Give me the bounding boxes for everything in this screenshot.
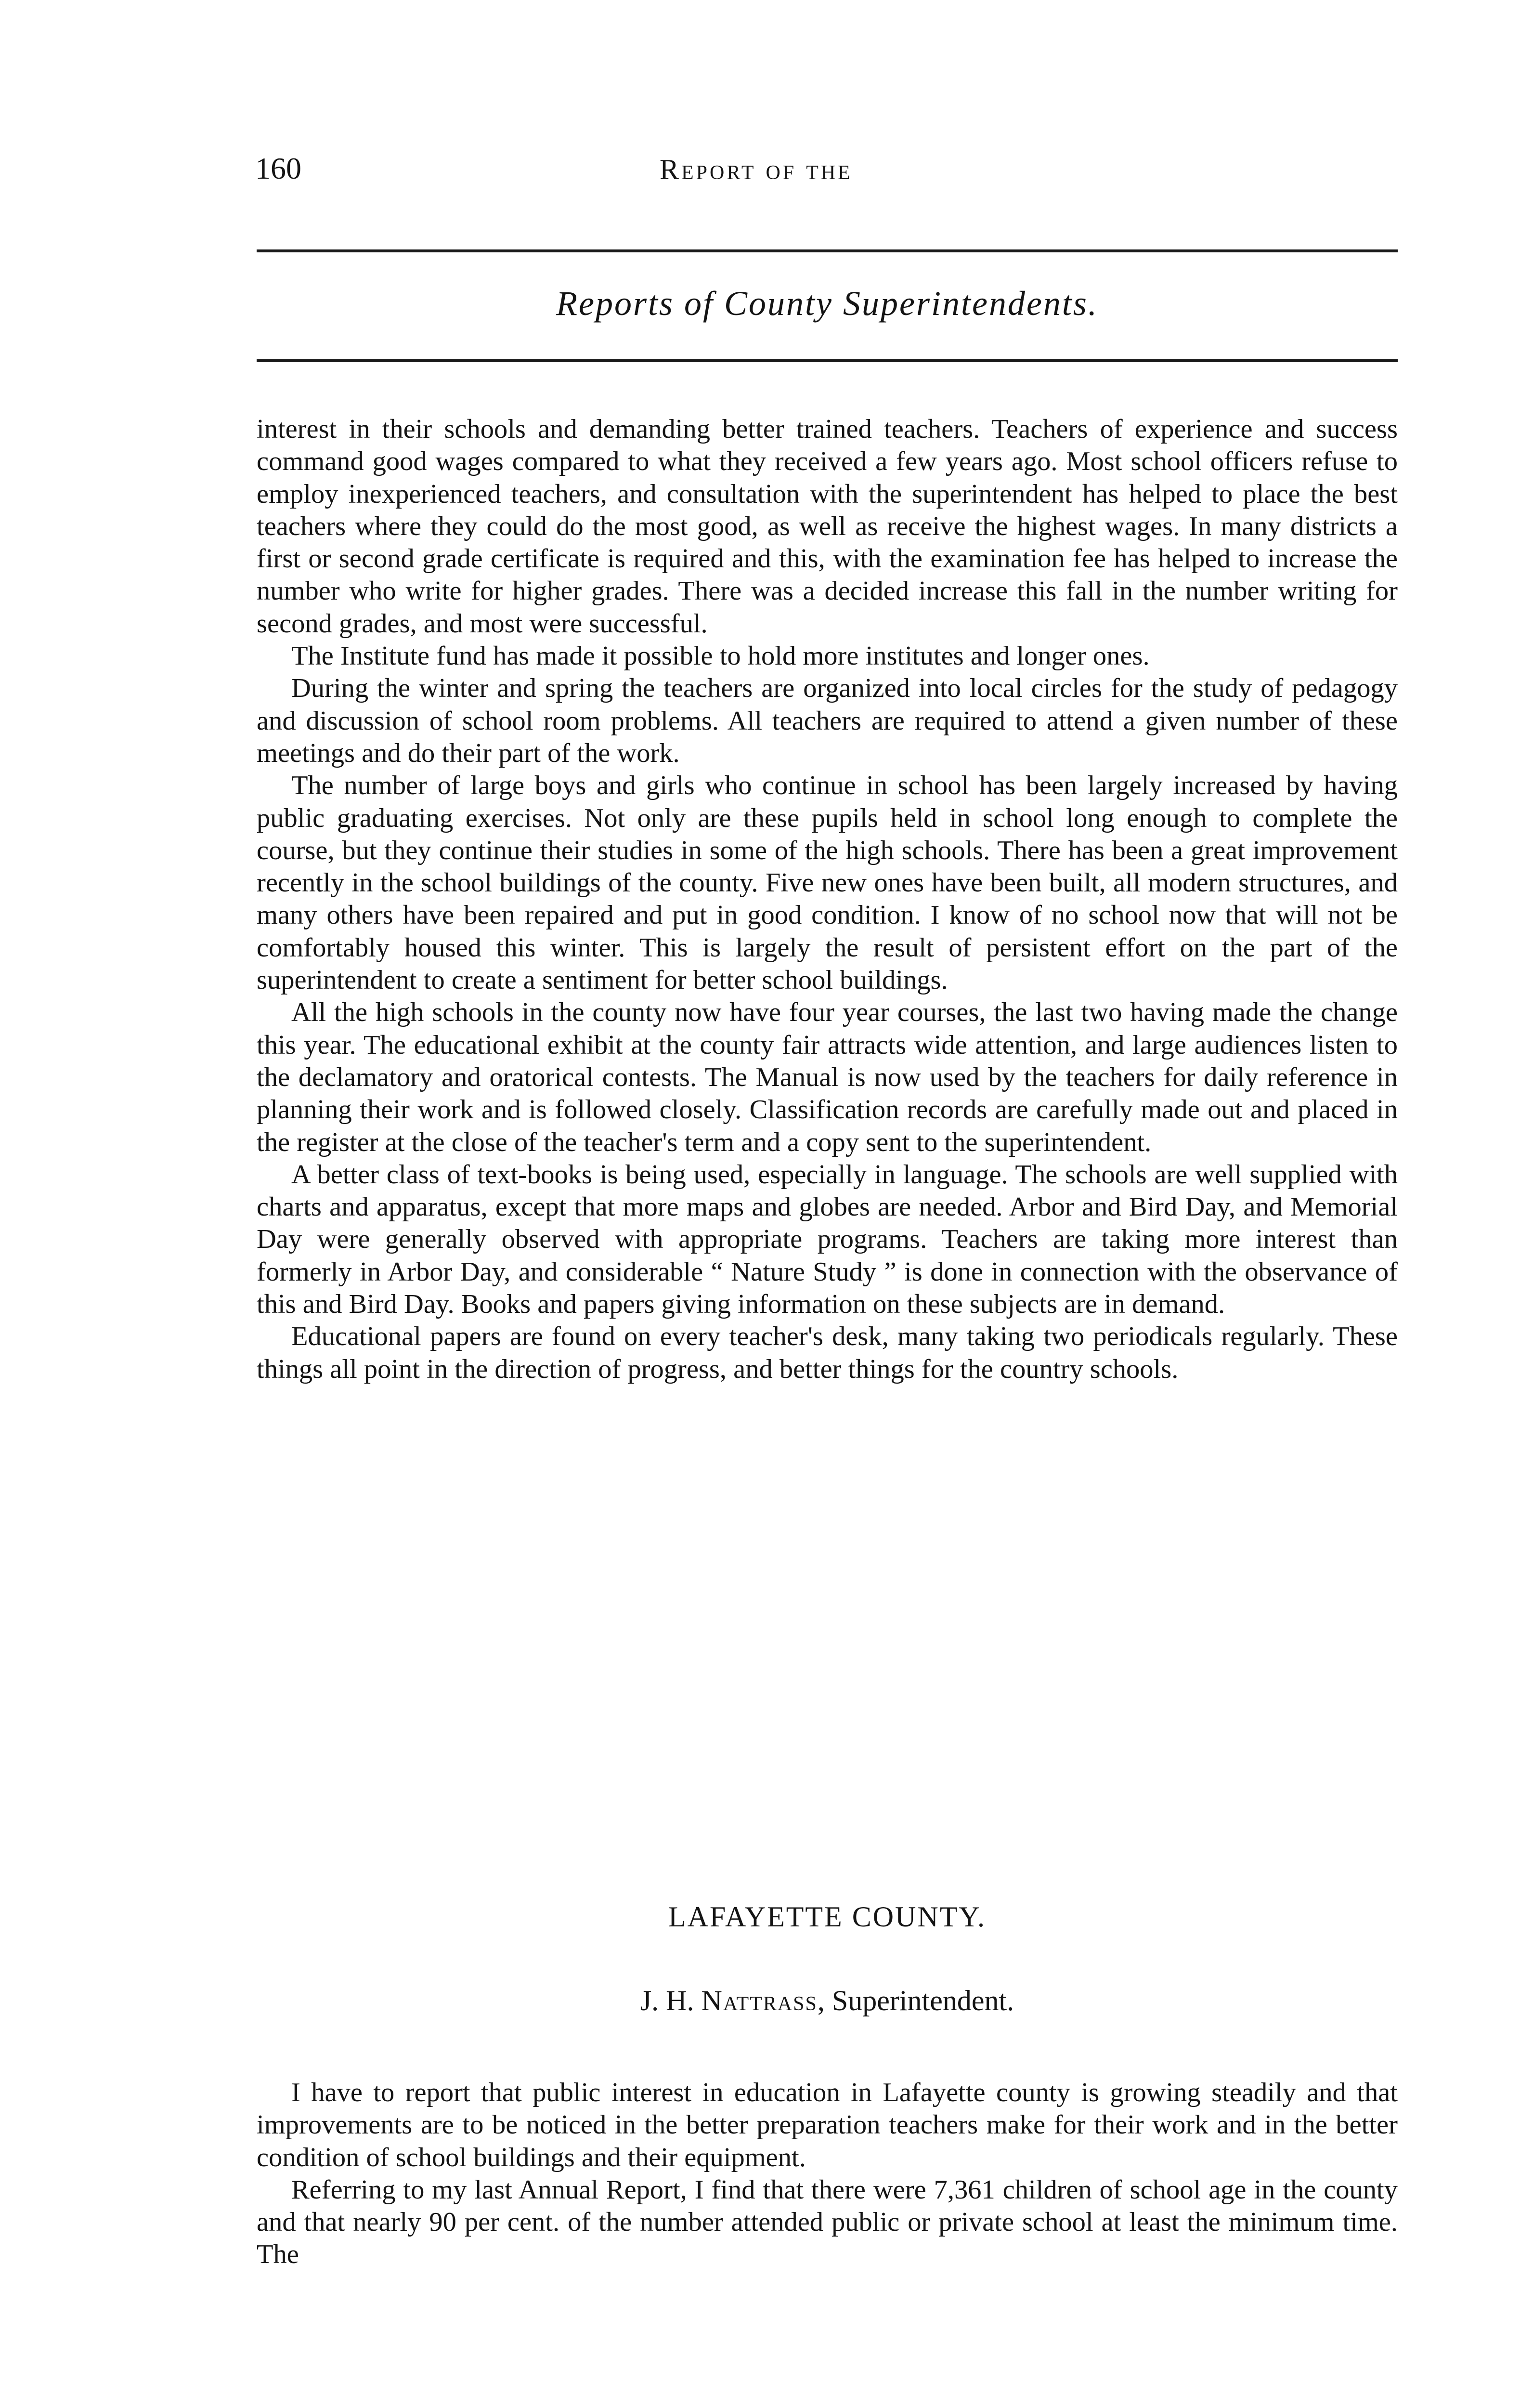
superintendent-surname: Nattrass [701,1985,818,2016]
paragraph: All the high schools in the county now have four year courses, the last two having made the change this year. The educational exhibit at the county fair attracts wide attention, and large audiences listen to the declamatory and oratorical contests. The Manual is now used by the teachers for daily reference in planning their work and is followed closely. Classification records are carefully made out and placed in the register at the close of the teacher's term and a copy sent to the superintendent. [257,997,1398,1157]
bottom-rule [257,359,1398,362]
paragraph: Educational papers are found on every teacher's desk, many taking two periodicals regularly. These things all point in the direction of progress, and better things for the country schools. [257,1322,1398,1384]
superintendent-role: , Superintendent. [817,1985,1014,2016]
paragraph: The number of large boys and girls who continue in school has been largely increased by having public graduating exercises. Not only are these pupils held in school long enough to complete the course, but they continue their studies in some of the high schools. There has been a great improvement recently in the school buildings of the county. Five new ones have been built, all modern structures, and many others have been repaired and put in good condition. I know of no school now that will not be comfortably housed this winter. This is largely the result of persistent effort on the part of the superintendent to create a sentiment for better school buildings. [257,771,1398,995]
paragraph: During the winter and spring the teachers are organized into local circles for the study of pedagogy and discussion of school room problems. All teachers are required to attend a given number of these meetings and do their part of the work. [257,673,1398,768]
top-rule [257,249,1398,252]
continued-report-text [257,413,1398,1386]
superintendent-initials: J. H. [640,1985,702,2016]
page-number: 160 [255,151,301,185]
superintendent-line [257,1986,1398,2015]
paragraph: interest in their schools and demanding better trained teachers. Teachers of experience and success command good wages compared to what they received a few years ago. Most school officers refuse to employ inexperienced teachers, and consultation with the superintendent has helped to place the best teachers where they could do the most good, as well as receive the highest wages. In many districts a first or second grade certificate is required and this, with the examination fee has helped to increase the number who write for higher grades. There was a decided increase this fall in the number writing for second grades, and most were successful. [257,414,1398,639]
running-title: Report of the [660,154,853,185]
section-heading: Reports of County Superintendents. [556,284,1098,323]
paragraph: I have to report that public interest in education in Lafayette county is growing steadily and that improvements are to be noticed in the better preparation teachers make for their work and in the better condition of school buildings and their equipment. [257,2078,1398,2172]
paragraph: The Institute fund has made it possible to hold more institutes and longer ones. [291,641,1150,671]
county-title: LAFAYETTE COUNTY. [668,1901,986,1933]
paragraph: Referring to my last Annual Report, I find that there were 7,361 children of school age in the county and that nearly 90 per cent. of the number attended public or private school at least the minimum time. The [257,2174,1398,2270]
lafayette-report-text [257,2077,1398,2271]
paragraph: A better class of text-books is being used, especially in language. The schools are well supplied with charts and apparatus, except that more maps and globes are needed. Arbor and Bird Day, and Memorial Day were generally observed with appropriate programs. Teachers are taking more interest than formerly in Arbor Day, and considerable “ Nature Study ” is done in connection with the observance of this and Bird Day. Books and papers giving information on these subjects are in demand. [257,1159,1398,1320]
